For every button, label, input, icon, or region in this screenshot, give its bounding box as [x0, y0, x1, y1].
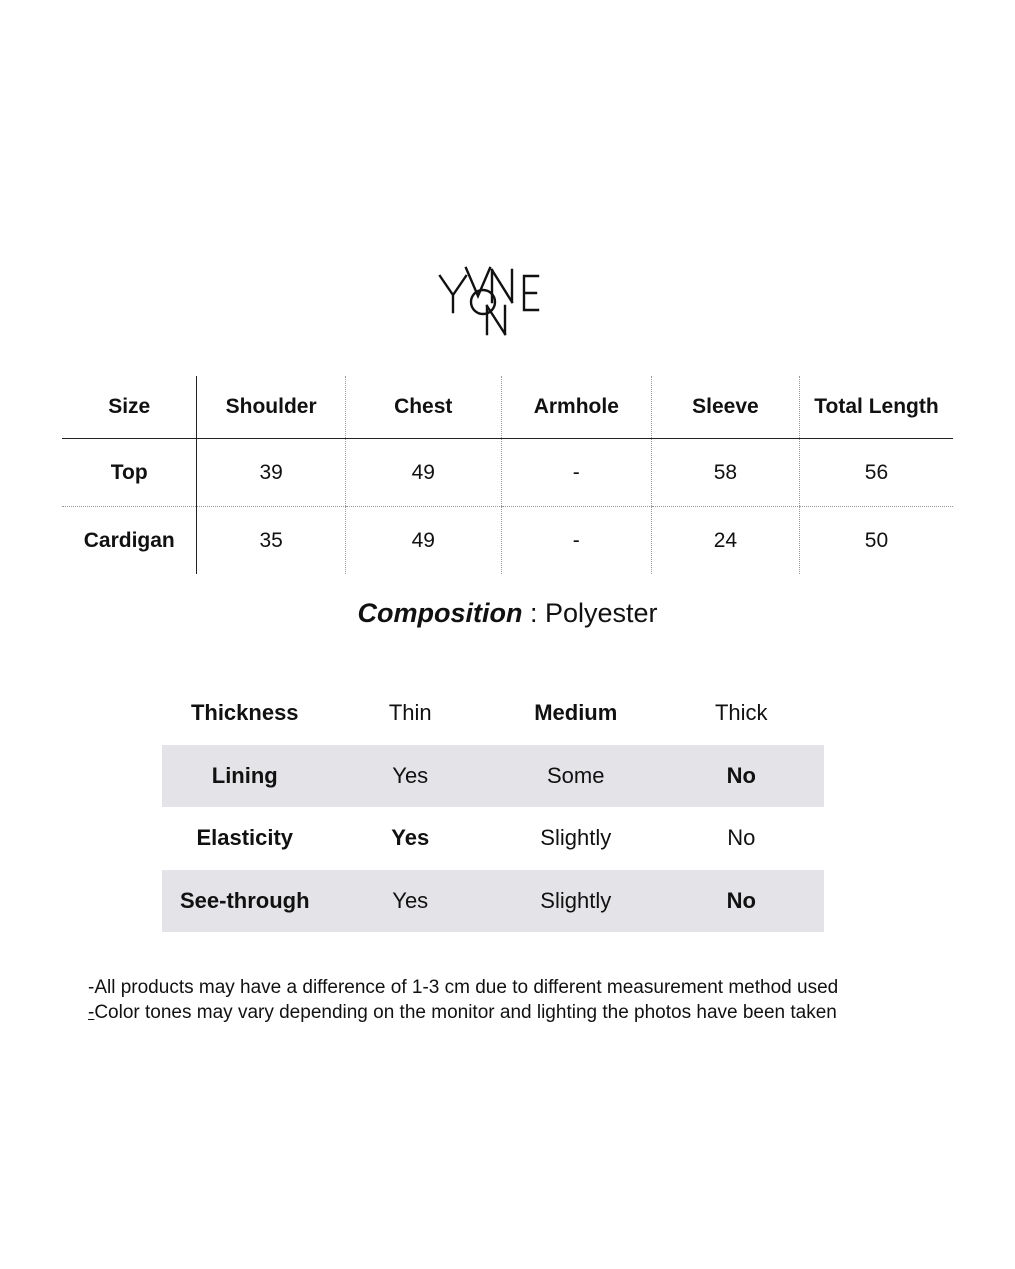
option-thickness-thick: Thick: [714, 700, 768, 726]
size-table-header-row: [62, 376, 953, 439]
cell-cardigan-total-length: 50: [799, 507, 953, 575]
option-lining-yes: Yes: [328, 745, 494, 808]
option-elasticity-no: No: [727, 825, 756, 851]
composition-label: Composition: [357, 598, 523, 628]
header-size: Size: [62, 376, 197, 439]
option-lining-some: Some: [493, 745, 659, 808]
cell-top-armhole: -: [501, 439, 651, 507]
composition-value: Polyester: [544, 598, 658, 628]
size-table: [62, 376, 953, 574]
header-sleeve: Sleeve: [651, 376, 799, 439]
composition-line: [0, 598, 1015, 629]
option-see-through-slightly: Slightly: [493, 870, 659, 933]
attr-thickness: Thickness: [190, 700, 299, 726]
fabric-row-lining: [162, 745, 824, 808]
option-see-through-no-selected: No: [659, 870, 825, 933]
cell-top-sleeve: 58: [651, 439, 799, 507]
size-row-cardigan: [62, 507, 953, 575]
fabric-row-see-through: [162, 870, 824, 933]
attr-elasticity: Elasticity: [196, 825, 294, 851]
fabric-row-thickness: [162, 682, 824, 745]
cell-cardigan-armhole: -: [501, 507, 651, 575]
cell-cardigan-shoulder: 35: [197, 507, 345, 575]
notes: [88, 975, 838, 1025]
option-see-through-yes: Yes: [328, 870, 494, 933]
cell-top-chest: 49: [345, 439, 501, 507]
fabric-row-elasticity: [162, 807, 824, 870]
fabric-properties-table: [162, 682, 824, 932]
option-thickness-thin: Thin: [388, 700, 432, 726]
brand-logo-mark: [430, 262, 560, 342]
attr-see-through: See-through: [162, 870, 328, 933]
option-thickness-medium-selected: Medium: [534, 700, 618, 726]
cell-top-shoulder: 39: [197, 439, 345, 507]
header-total-length: Total Length: [799, 376, 953, 439]
note-color-text: Color tones may vary depending on the monitor and lighting the photos have been taken: [94, 1002, 837, 1023]
brand-logo: [430, 262, 560, 342]
row-name-cardigan: Cardigan: [83, 528, 175, 552]
header-shoulder: Shoulder: [197, 376, 345, 439]
cell-top-total-length: 56: [799, 439, 953, 507]
size-row-top: [62, 439, 953, 507]
option-elasticity-slightly: Slightly: [540, 825, 612, 851]
note-color-dash: -: [88, 1002, 95, 1023]
note-measurement: -All products may have a difference of 1-3 cm due to different measurement method used: [88, 977, 839, 998]
cell-cardigan-chest: 49: [345, 507, 501, 575]
row-name-top: Top: [62, 439, 197, 507]
header-armhole: Armhole: [501, 376, 651, 439]
note-color: [88, 1000, 838, 1025]
option-elasticity-yes-selected: Yes: [391, 825, 430, 851]
header-chest: Chest: [345, 376, 501, 439]
composition-separator: :: [522, 598, 545, 628]
cell-cardigan-sleeve: 24: [651, 507, 799, 575]
option-lining-no-selected: No: [659, 745, 825, 808]
attr-lining: Lining: [162, 745, 328, 808]
